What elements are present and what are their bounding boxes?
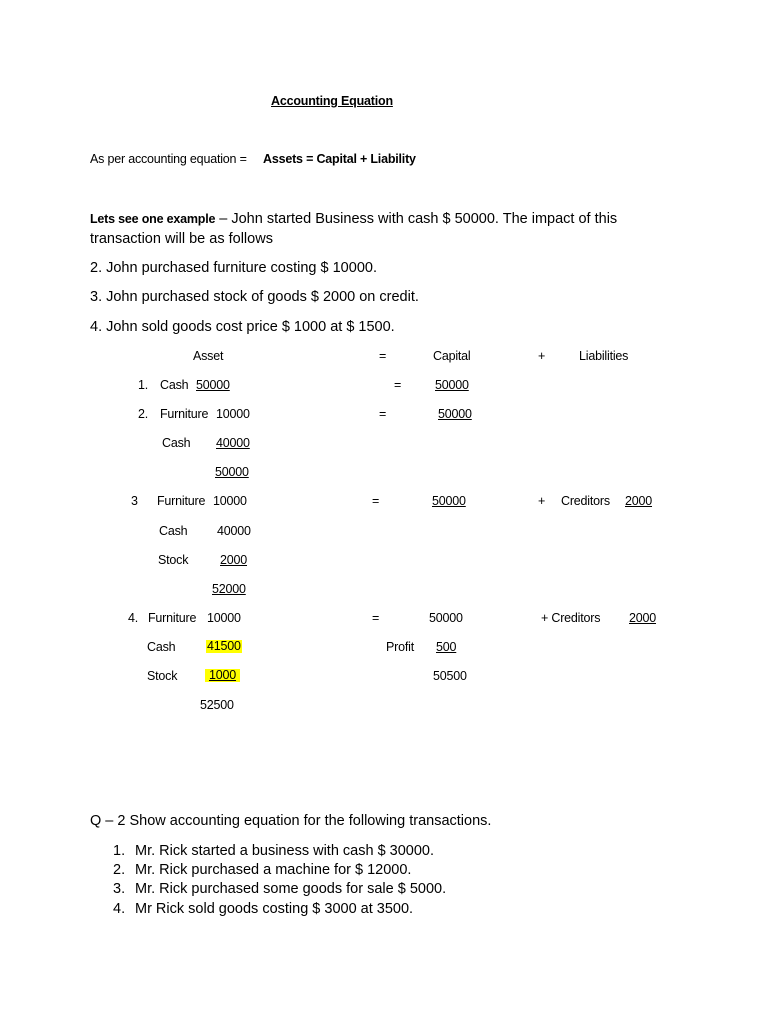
question-item-number: 3. [113,881,126,897]
question-item-text: Mr. Rick started a business with cash $ 30000. [135,843,435,859]
intro-prefix: As per accounting equation = [90,152,247,166]
row3-cash-label: Cash [159,524,188,538]
question-title: Q – 2 Show accounting equation for the following transactions. [90,813,492,829]
question-item-text: Mr Rick sold goods costing $ 3000 at 3500. [135,901,414,917]
row2-cash-label: Cash [162,436,191,450]
row4-creditors-amount: 2000 [629,611,657,625]
header-equals: = [379,349,387,363]
row2-asset-total: 50000 [215,465,249,479]
row3-stock-label: Stock [158,553,189,567]
row1-equals: = [394,378,402,392]
row4-asset-total: 52500 [200,698,234,712]
question-item-text: Mr. Rick purchased a machine for $ 12000. [135,862,412,878]
row4-stock-amount-highlighted: 1000 [205,669,240,682]
example-lead: Lets see one example [90,212,216,226]
row1-cash-label: Cash [160,378,189,392]
row2-capital: 50000 [438,407,472,421]
statement-3: 3. John purchased stock of goods $ 2000 on credit. [90,289,419,305]
row2-number: 2. [138,407,149,421]
statement-2: 2. John purchased furniture costing $ 10000. [90,260,377,276]
row4-number: 4. [128,611,139,625]
row3-equals: = [372,494,380,508]
question-item-number: 2. [113,862,126,878]
row4-creditors-label: + Creditors [541,611,601,625]
row4-cash-amount-highlighted: 41500 [207,639,241,653]
page-title: Accounting Equation [271,94,393,108]
header-capital: Capital [433,349,471,363]
question-item-number: 1. [113,843,126,859]
question-item-number: 4. [113,901,126,917]
row2-equals: = [379,407,387,421]
row4-furniture-label: Furniture [148,611,197,625]
row3-creditors-label: Creditors [561,494,610,508]
row2-furniture-label: Furniture [160,407,209,421]
row3-furniture-amount: 10000 [213,494,247,508]
row3-stock-amount: 2000 [220,553,248,567]
row3-furniture-label: Furniture [157,494,206,508]
example-paragraph [90,209,680,249]
row1-cash-amount: 50000 [196,378,230,392]
row3-number: 3 [131,494,138,508]
row4-capital: 50000 [429,611,463,625]
row4-profit-amount: 500 [436,640,457,654]
intro-equation: Assets = Capital + Liability [263,152,416,166]
row4-stock-label: Stock [147,669,178,683]
row1-number: 1. [138,378,149,392]
row3-asset-total: 52000 [212,582,246,596]
row3-cash-amount: 40000 [217,524,251,538]
row4-equals: = [372,611,380,625]
header-plus: + [538,349,546,363]
row2-cash-amount: 40000 [216,436,250,450]
question-item-text: Mr. Rick purchased some goods for sale $ 5000. [135,881,447,897]
row4-furniture-amount: 10000 [207,611,241,625]
header-liabilities: Liabilities [579,349,629,363]
example-text: John started Business with cash $ 50000. The impact of this transaction will be as follows [90,211,618,247]
row3-creditors-amount: 2000 [625,494,653,508]
statement-4: 4. John sold goods cost price $ 1000 at $ 1500. [90,319,395,335]
row4-profit-label: Profit [386,640,414,654]
row3-capital: 50000 [432,494,466,508]
row2-furniture-amount: 10000 [216,407,250,421]
row4-cash-label: Cash [147,640,176,654]
header-asset: Asset [193,349,224,363]
row4-capital-total: 50500 [433,669,467,683]
row1-capital: 50000 [435,378,469,392]
example-dash: – [215,211,232,227]
row3-plus: + [538,494,546,508]
